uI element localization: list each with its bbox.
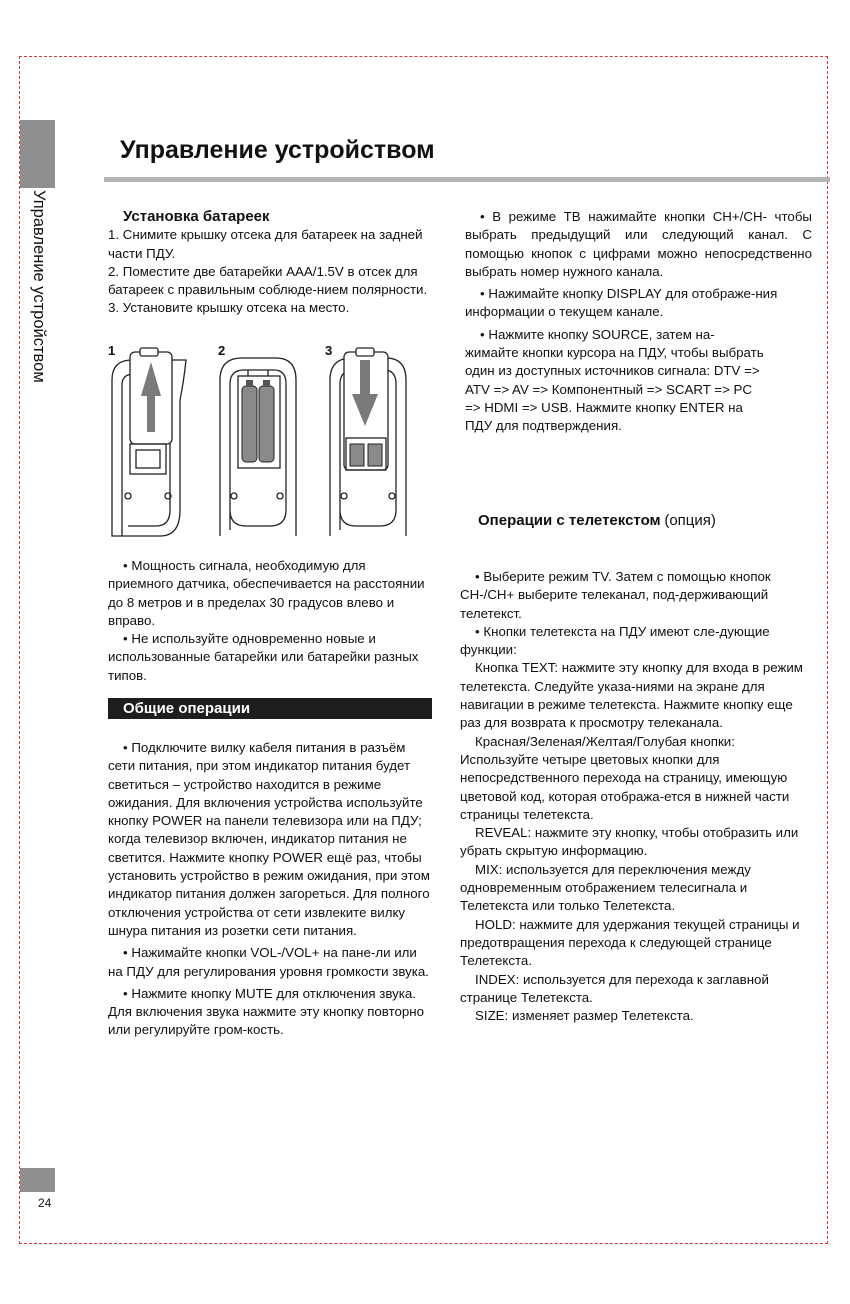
right-paragraph: • Нажмите кнопку SOURCE, затем на-жимайте кнопки курсора на ПДУ, чтобы выбрать один из доступных источников сигнала: DTV => ATV => AV => Компонентный => SCART => PC => HDMI => USB. Нажмите кнопку ENTER на ПДУ для подтверждения. [465,326,764,434]
teletext-paragraph: REVEAL: нажмите эту кнопку, чтобы отобразить или убрать скрытую информацию. [460,825,799,859]
battery-section [108,208,430,318]
teletext-paragraph: SIZE: изменяет размер Телетекста. [475,1008,694,1024]
general-section [108,698,432,719]
battery-step: 2. Поместите две батарейки AAA/1.5V в отсек для батареек с правильным соблюде-нием полярности. [108,263,428,298]
battery-heading: Установка батареек [123,208,270,225]
page-number-tab [20,1168,55,1192]
general-paragraph: • Нажимайте кнопки VOL-/VOL+ на пане-ли или на ПДУ для регулирования уровня громкости звука. [108,945,429,979]
page-title: Управление устройством [120,136,435,164]
channel-section [465,208,812,436]
battery-notes [108,557,430,685]
teletext-paragraph: MIX: используется для переключения между одновременным отображением телесигнала и Телетекста или только Телетекста. [460,861,751,914]
right-paragraph: • В режиме ТВ нажимайте кнопки CH+/CH- чтобы выбрать предыдущий или следующий канал. С помощью кнопок с цифрами можно непосредственно выбрать номер нужного канала. [465,209,812,279]
page-number: 24 [38,1196,52,1210]
general-paragraph: • Нажмите кнопку MUTE для отключения звука. Для включения звука нажмите эту кнопку повторно или регулируйте гром-кость. [108,985,425,1038]
teletext-paragraph: • Выберите режим TV. Затем с помощью кнопок CH-/CH+ выберите телеканал, под-держивающий телетекст. [460,569,771,621]
general-paragraph: • Подключите вилку кабеля питания в разъём сети питания, при этом индикатор питания будет светиться – устройство находится в режиме ожидания. Для включения устройства используйте кнопку POWER на панели телевизора или на ПДУ; когда телевизор включен, индикатор питания не светится. Нажмите кнопку POWER ещё раз, чтобы установить устройство в режим ожидания, при этом индикатор питания должен загореться. Для полного отключения устройства от сети извлеките вилку шнура питания из розетки сети питания. [108,740,430,938]
teletext-section [460,568,815,1025]
teletext-paragraph: Красная/Зеленая/Желтая/Голубая кнопки: Используйте четыре цветовых кнопки для непосредственного перехода на страницу, имеющую цветовой код, которая отобража-ется в нижней части страницы телетекста. [460,733,790,822]
remote-illustrations [108,340,428,540]
figure-number: 3 [325,343,333,358]
section-tab [20,120,55,188]
teletext-title: Операции с телетекстом [478,512,661,529]
battery-figures [108,340,428,540]
figure-number: 1 [108,343,116,358]
note-paragraph: • Мощность сигнала, необходимую для приемного датчика, обеспечивается на расстоянии до 8 метров и в пределах 30 градусов влево и вправо. [108,558,425,628]
teletext-paragraph: INDEX: используется для перехода к заглавной странице Телетекста. [460,971,769,1005]
teletext-paragraph: Кнопка TEXT: нажмите эту кнопку для входа в режим телетекста. Следуйте указа-ниями на экране для навигации в режиме телетекста. Нажмите кнопку еще раз для возврата к просмотру телеканала. [460,660,803,731]
note-paragraph: • Не используйте одновременно новые и использованные батарейки или батарейки разных типов. [108,631,419,683]
right-paragraph: • Нажимайте кнопку DISPLAY для отображе-ния информации о текущем канале. [465,286,778,320]
teletext-option: (опция) [664,512,716,529]
remote-2-outline [220,358,296,536]
teletext-paragraph: • Кнопки телетекста на ПДУ имеют сле-дующие функции: [460,623,770,658]
battery-step: 1. Снимите крышку отсека для батареек на задней части ПДУ. [108,227,423,261]
figure-number: 2 [218,343,226,358]
battery-step: 3. Установите крышку отсека на место. [108,300,350,316]
teletext-paragraph: HOLD: нажмите для удержания текущей страницы и предотвращения перехода к следующей странице Телетекста. [460,916,800,969]
general-heading: Общие операции [108,698,432,719]
battery-aaa-1 [242,386,257,462]
teletext-heading [478,512,818,530]
battery-aaa-2 [259,386,274,462]
side-label: Управление устройством [30,190,48,383]
general-text [108,739,430,1040]
title-rule [104,177,830,182]
